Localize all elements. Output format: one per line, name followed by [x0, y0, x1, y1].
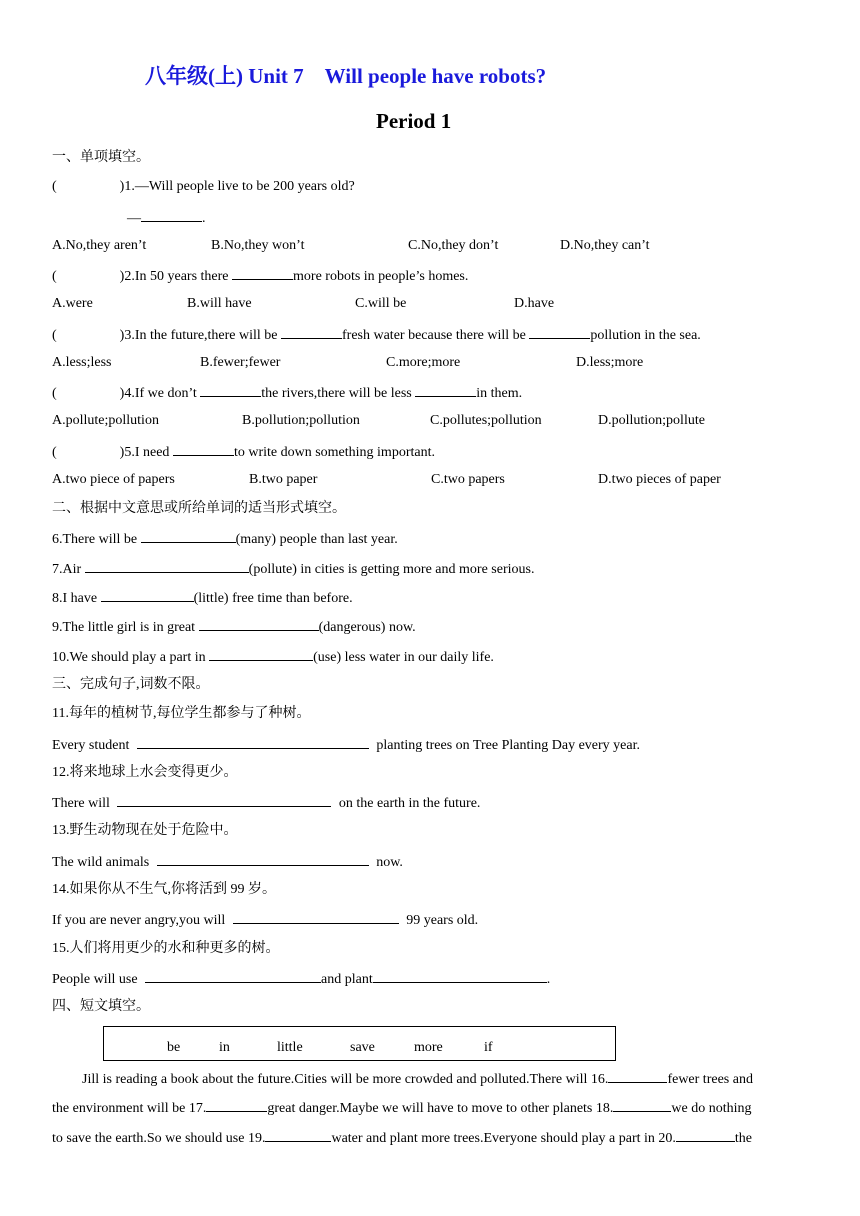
- option-a: A.No,they aren’t: [52, 238, 147, 253]
- sentence-15: People will use and plant .: [52, 969, 550, 989]
- option-b: B.pollution;pollution: [242, 413, 360, 428]
- option-c: C.two papers: [431, 472, 505, 487]
- question-text: )1.—Will people live to be 200 years old?: [119, 179, 355, 194]
- answer-blank[interactable]: [529, 325, 590, 339]
- answer-blank[interactable]: [173, 442, 234, 456]
- option-d: D.two pieces of paper: [598, 472, 721, 487]
- sentence-12: There will on the earth in the future.: [52, 793, 480, 813]
- answer-blank[interactable]: [233, 910, 399, 924]
- answer-blank[interactable]: [199, 617, 319, 631]
- answer-blank-17[interactable]: [206, 1098, 267, 1112]
- passage-line-3: to save the earth.So we should use 19. water and plant more trees.Everyone should play a part in 20. the: [52, 1128, 752, 1148]
- sentence-11: Every student planting trees on Tree Planting Day every year.: [52, 735, 640, 755]
- answer-blank[interactable]: [232, 266, 293, 280]
- question-1: [52, 178, 355, 196]
- fill-7: 7.Air (pollute) in cities is getting more and more serious.: [52, 559, 534, 579]
- fill-10: 10.We should play a part in (use) less water in our daily life.: [52, 647, 494, 667]
- answer-blank[interactable]: [200, 383, 261, 397]
- answer-blank-19[interactable]: [265, 1128, 331, 1142]
- chinese-prompt-15: 15.人们将用更少的水和种更多的树。: [52, 941, 280, 956]
- chinese-prompt-13: 13.野生动物现在处于危险中。: [52, 823, 238, 838]
- option-b: B.will have: [187, 296, 252, 311]
- answer-blank[interactable]: [117, 793, 331, 807]
- word-bank-item: if: [484, 1040, 493, 1055]
- question-5: ( )5.I need to write down something important.: [52, 442, 435, 462]
- word-bank-item: more: [414, 1040, 443, 1055]
- section-heading-1: 一、单项填空。: [52, 150, 150, 165]
- answer-blank-20[interactable]: [676, 1128, 735, 1142]
- fill-8: 8.I have (little) free time than before.: [52, 588, 353, 608]
- option-a: A.two piece of papers: [52, 472, 175, 487]
- question-1-reply: — .: [127, 208, 206, 228]
- option-d: D.less;more: [576, 355, 644, 370]
- section-heading-2: 二、根据中文意思或所给单词的适当形式填空。: [52, 501, 346, 516]
- sentence-13: The wild animals now.: [52, 852, 403, 872]
- passage-line-1: Jill is reading a book about the future.Cities will be more crowded and polluted.There will 16. fewer trees and: [82, 1069, 753, 1089]
- answer-blank[interactable]: [373, 969, 547, 983]
- option-b: B.two paper: [249, 472, 318, 487]
- answer-blank[interactable]: [137, 735, 369, 749]
- option-c: C.No,they don’t: [408, 238, 499, 253]
- section-heading-3: 三、完成句子,词数不限。: [52, 677, 210, 692]
- answer-blank-18[interactable]: [613, 1098, 671, 1112]
- answer-blank[interactable]: [85, 559, 249, 573]
- answer-blank[interactable]: [209, 647, 313, 661]
- answer-blank-16[interactable]: [608, 1069, 667, 1083]
- sentence-14: If you are never angry,you will 99 years old.: [52, 910, 478, 930]
- answer-blank[interactable]: [141, 529, 236, 543]
- period-heading: Period 1: [376, 109, 452, 133]
- option-d: D.pollution;pollute: [598, 413, 705, 428]
- question-3: ( )3.In the future,there will be fresh water because there will be pollution in the sea.: [52, 325, 701, 345]
- word-bank-item: be: [167, 1040, 181, 1055]
- option-b: B.No,they won’t: [211, 238, 305, 253]
- question-2: ( )2.In 50 years there more robots in people’s homes.: [52, 266, 468, 286]
- answer-paren: (: [52, 179, 57, 194]
- chinese-prompt-14: 14.如果你从不生气,你将活到 99 岁。: [52, 882, 276, 897]
- option-c: C.pollutes;pollution: [430, 413, 542, 428]
- option-c: C.more;more: [386, 355, 461, 370]
- option-d: D.No,they can’t: [560, 238, 650, 253]
- answer-blank[interactable]: [157, 852, 369, 866]
- question-4: ( )4.If we don’t the rivers,there will be less in them.: [52, 383, 522, 403]
- word-bank-item: little: [277, 1040, 303, 1055]
- answer-blank[interactable]: [415, 383, 476, 397]
- answer-blank[interactable]: [141, 208, 202, 222]
- answer-blank[interactable]: [145, 969, 321, 983]
- word-bank-item: save: [350, 1040, 375, 1055]
- chinese-prompt-11: 11.每年的植树节,每位学生都参与了种树。: [52, 706, 311, 721]
- option-a: A.pollute;pollution: [52, 413, 159, 428]
- option-d: D.have: [514, 296, 555, 311]
- option-c: C.will be: [355, 296, 407, 311]
- word-bank-item: in: [219, 1040, 230, 1055]
- chinese-prompt-12: 12.将来地球上水会变得更少。: [52, 765, 238, 780]
- option-b: B.fewer;fewer: [200, 355, 281, 370]
- section-heading-4: 四、短文填空。: [52, 999, 150, 1014]
- option-a: A.were: [52, 296, 93, 311]
- page-title: 八年级(上) Unit 7 Will people have robots?: [145, 64, 547, 88]
- answer-blank[interactable]: [101, 588, 194, 602]
- option-a: A.less;less: [52, 355, 112, 370]
- answer-blank[interactable]: [281, 325, 342, 339]
- fill-9: 9.The little girl is in great (dangerous) now.: [52, 617, 416, 637]
- fill-6: 6.There will be (many) people than last year.: [52, 529, 398, 549]
- passage-line-2: the environment will be 17. great danger.Maybe we will have to move to other planets 18. we do nothing: [52, 1098, 751, 1118]
